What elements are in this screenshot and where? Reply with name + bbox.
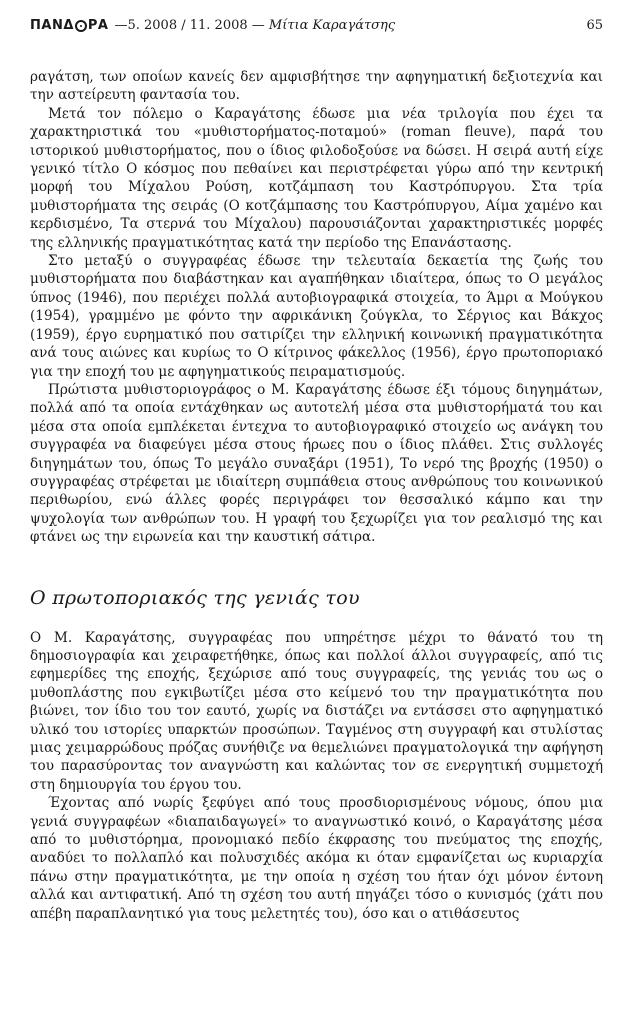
logo-text-left: ΠΑΝΔ	[30, 18, 74, 33]
section-heading: Ο πρωτοποριακός της γενιάς του	[30, 586, 360, 609]
paragraph: Έχοντας από νωρίς ξεφύγει από τους προσδιορισμένους νόμους, όπου μια γενιά συγγραφέων «διαπαιδαγωγεί» το αναγνωστικό κοινό, ο Καραγάτσης μέσα από το μυθιστόρημα, προνομιακό πεδίο έκφρασης του πνεύματος της εποχής, αναδύει το πολλαπλό και πολυσχιδές ακόμα κι όταν εμφανίζεται ως κυριαρχία πάνω στην πραγματικότητα, με την οποία η σχέση του ήταν όχι μόνον έντονη αλλά και αντιφατική. Από τη σχέση του αυτή πηγάζει τόσο ο κυνισμός (χάτι που απέβη παραπλανητικό για τους μελετητές του), όσο και ο ατιθάσευτος	[30, 795, 603, 922]
body-text-top	[30, 68, 603, 547]
issue-dates: —5. 2008 / 11. 2008 —	[114, 18, 265, 33]
issue-info	[114, 18, 395, 33]
paragraph: Μετά τον πόλεμο ο Καραγάτσης έδωσε μια νέα τριλογία που έχει τα χαρακτηριστικά του «μυθιστορήματος-ποταμού» (roman fleuve), παρά του ιστορικού μυθιστορήματος, που ο ίδιος φιλοδοξούσε να δώσει. Η σειρά αυτή είχε γενικό τίτλο Ο κόσμος που πεθαίνει και περιστρέφεται γύρω από την κεντρική μορφή του Μίχαλου Ρούση, κοτζάμπαση του Καστρόπυργου. Στα τρία μυθιστορήματα της σειράς (Ο κοτζάμπασης του Καστρόπυργου, Αίμα χαμένο και κερδισμένο, Τα στερνά του Μίχαλου) παρουσιάζονται χαρακτηριστικές μορφές της ελληνικής πραγματικότητας κατά την περίοδο της Επανάστασης.	[30, 105, 603, 251]
paragraph: Πρώτιστα μυθιστοριογράφος ο Μ. Καραγάτσης έδωσε έξι τόμους διηγημάτων, πολλά από τα οποία εντάχθηκαν ως αυτοτελή μέσα στα μυθιστορήματά του και μέσα στα οποία εμπλέκεται έντεχνα το αυτοβιογραφικό στοιχείο ως ανάγκη του συγγραφέα να διαφεύγει μέσα στους ήρωες που ο ίδιος πλάθει. Στις συλλογές διηγημάτων του, όπως Το μεγάλο συναξάρι (1951), Το νερό της βροχής (1950) ο συγγραφέας στρέφεται με ιδιαίτερη συμπάθεια στους ανθρώπους του κοινωνικού περιθωρίου, ενώ άλλες φορές περιγράφει τον θεσσαλικό κάμπο και την ψυχολογία των ανθρώπων του. Η γραφή του ξεχωρίζει για τον ρεαλισμό της και φτάνει ως την ειρωνεία και την καυστική σάτιρα.	[30, 381, 603, 546]
body-text-bottom	[30, 629, 603, 924]
journal-logo	[30, 18, 108, 33]
paragraph: Στο μεταξύ ο συγγραφέας έδωσε την τελευταία δεκαετία της ζωής του μυθιστορήματα που διαβάστηκαν και αγαπήθηκαν ιδιαίτερα, όπως το Ο μεγάλος ύπνος (1946), που περιέχει πολλά αυτοβιογραφικά στοιχεία, το Άμρι α Μούγκου (1954), γραμμένο με φόντο την αφρικάνικη ζούγκλα, το Σέργιος και Βάκχος (1959), έργο ευρηματικό που σατιρίζει την ελληνική κοινωνική πραγματικότητα ανά τους αιώνες και κυρίως το Ο κίτρινος φάκελλος (1956), έργο πρωτοποριακό για την εποχή του με αφηγηματικούς πειραματισμούς.	[30, 253, 603, 380]
running-author: Μίτια Καραγάτσης	[268, 18, 396, 33]
paragraph: ραγάτση, των οποίων κανείς δεν αμφισβήτησε την αφηγηματική δεξιοτεχνία και την αστείρευτη φαντασία του.	[30, 69, 603, 104]
paragraph: Ο Μ. Καραγάτσης, συγγραφέας που υπηρέτησε μέχρι το θάνατό του τη δημοσιογραφία και χειραφετήθηκε, όπως και πολλοί άλλοι συγγραφείς, από τις εφημερίδες της εποχής, ξεχώρισε από τους συγγραφείς, της γενιάς του ως ο μυθοπλάστης που εγκιβωτίζει μέσα στο κείμενό του την πραγματικότητα που βιώνει, τον ίδιο του τον εαυτό, χωρίς να διστάζει να εντάσσει στο αφηγηματικό υλικό του ιστορίες υπαρκτών προσώπων. Ταγμένος στη συγγραφή και στυλίστας μιας χειμαρρώδους πρόζας συνήθιζε να θεμελιώνει πραγματολογικά την αφήγηση του παρασύροντας τον αναγνώστη και καλώντας τον σε ενεργητική συμμετοχή στη δημιουργία του έργου του.	[30, 629, 603, 793]
logo-mark-icon	[75, 20, 87, 32]
journal-page	[30, 18, 603, 923]
page-number: 65	[586, 18, 603, 33]
running-head	[30, 18, 603, 40]
logo-text-right: ΡΑ	[87, 18, 109, 33]
